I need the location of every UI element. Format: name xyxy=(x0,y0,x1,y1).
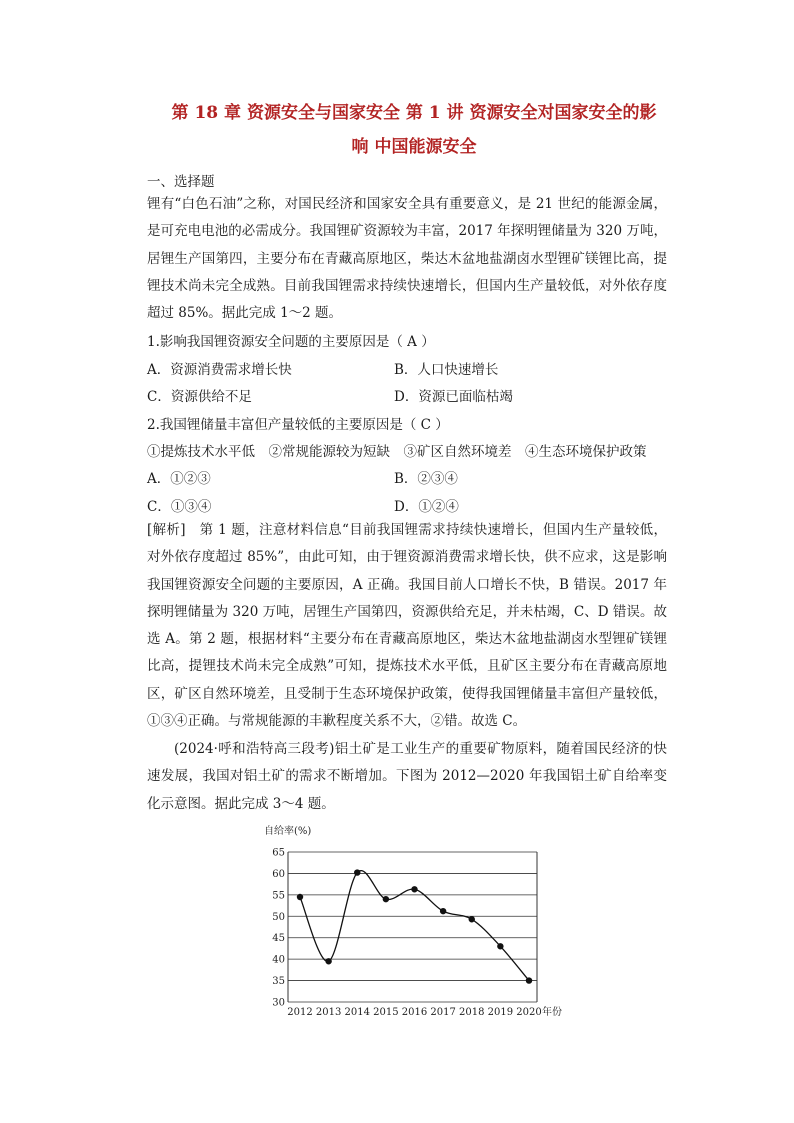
section-heading: 一、选择题 xyxy=(147,174,215,190)
y-tick-label: 65 xyxy=(272,847,285,859)
question-2-items: ①提炼技术水平低 ②常规能源较为短缺 ③矿区自然环境差 ④生态环境保护政策 xyxy=(147,444,647,460)
data-point xyxy=(297,894,303,900)
data-point xyxy=(354,869,360,875)
question-2-stem: 2.我国锂储量丰富但产量较低的主要原因是（ C ） xyxy=(147,417,449,433)
self-sufficiency-line-chart xyxy=(260,822,600,1022)
question-2-option-b: B．②③④ xyxy=(394,471,458,487)
y-tick-label: 40 xyxy=(272,954,285,966)
x-tick-label: 2013 xyxy=(315,1007,342,1018)
x-tick-label: 2015 xyxy=(373,1007,399,1018)
x-tick-label: 2014 xyxy=(344,1007,370,1018)
question-2-option-d: D．①②④ xyxy=(394,499,459,515)
data-point xyxy=(526,977,532,983)
question-1-option-c: C．资源供给不足 xyxy=(147,389,252,405)
title-line-1: 第 18 章 资源安全与国家安全 第 1 讲 资源安全对国家安全的影 xyxy=(171,103,657,123)
y-tick-label: 60 xyxy=(272,868,285,880)
y-tick-label: 50 xyxy=(272,911,285,923)
question-1-option-b: B．人口快速增长 xyxy=(394,362,499,378)
x-tick-label: 2020 xyxy=(516,1007,542,1018)
document-title xyxy=(100,96,728,164)
question-1-option-d: D．资源已面临枯竭 xyxy=(394,389,513,405)
x-tick-label: 2017 xyxy=(430,1007,456,1018)
analysis-paragraph: [解析] 第 1 题，注意材料信息“目前我国锂需求持续快速增长，但国内生产量较低，对外依存度超过 85%”，由此可知，由于锂资源消费需求增长快，供不应求，这是影响我国锂资源安全问题的主要原因，A 正确。我国目前人口增长不快，B 错误。2017 年探明锂储量为 320 万吨，居锂生产国第四，资源供给充足，并未枯竭，C、D 错误。故选 A。第 2 题，根据材料“主要分布在青藏高原地区，柴达木盆地盐湖卤水型锂矿镁锂比高，提锂技术尚未完全成熟”可知，提炼技术水平低，且矿区主要分布在青藏高原地区，矿区自然环境差，且受制于生态环境保护政策，使得我国锂储量丰富但产量较低，①③④正确。与常规能源的丰歉程度关系不大，②错。故选 C。 xyxy=(147,522,667,730)
data-point xyxy=(325,958,331,964)
data-point xyxy=(497,943,503,949)
data-point xyxy=(383,896,389,902)
title-line-2: 响 中国能源安全 xyxy=(351,137,477,157)
question-1-option-a: A．资源消费需求增长快 xyxy=(147,362,292,378)
material-paragraph-2: (2024·呼和浩特高三段考)铝土矿是工业生产的重要矿物原料，随着国民经济的快速发展，我国对铝土矿的需求不断增加。下图为 2012—2020 年我国铝土矿自给率变化示意图。据此完成 3～4 题。 xyxy=(147,741,667,812)
y-axis-label: 自给率(%) xyxy=(264,826,312,837)
x-tick-label: 2016 xyxy=(401,1007,428,1018)
y-tick-label: 45 xyxy=(272,933,285,945)
question-2-option-c: C．①③④ xyxy=(147,499,212,515)
y-tick-label: 35 xyxy=(272,976,285,988)
y-tick-label: 30 xyxy=(272,997,285,1009)
data-point xyxy=(469,916,475,922)
x-tick-label: 2019 xyxy=(487,1007,514,1018)
data-point xyxy=(440,908,446,914)
question-2-option-a: A．①②③ xyxy=(147,471,211,487)
question-1-stem: 1.影响我国锂资源安全问题的主要原因是（ A ） xyxy=(147,334,435,350)
y-tick-label: 55 xyxy=(272,890,285,902)
x-tick-label: 2018 xyxy=(459,1007,485,1018)
x-axis-label: 年份 xyxy=(542,1007,562,1018)
data-point xyxy=(411,886,417,892)
x-tick-label: 2012 xyxy=(287,1007,313,1018)
material-paragraph-1: 锂有“白色石油”之称，对国民经济和国家安全具有重要意义，是 21 世纪的能源金属，是可充电电池的必需成分。我国锂矿资源较为丰富，2017 年探明锂储量为 320 万吨，居锂生产国第四，主要分布在青藏高原地区，柴达木盆地盐湖卤水型锂矿镁锂比高，提锂技术尚未完全成熟。目前我国锂需求持续快速增长，但国内生产量较低，对外依存度超过 85%。据此完成 1～2 题。 xyxy=(147,196,667,322)
